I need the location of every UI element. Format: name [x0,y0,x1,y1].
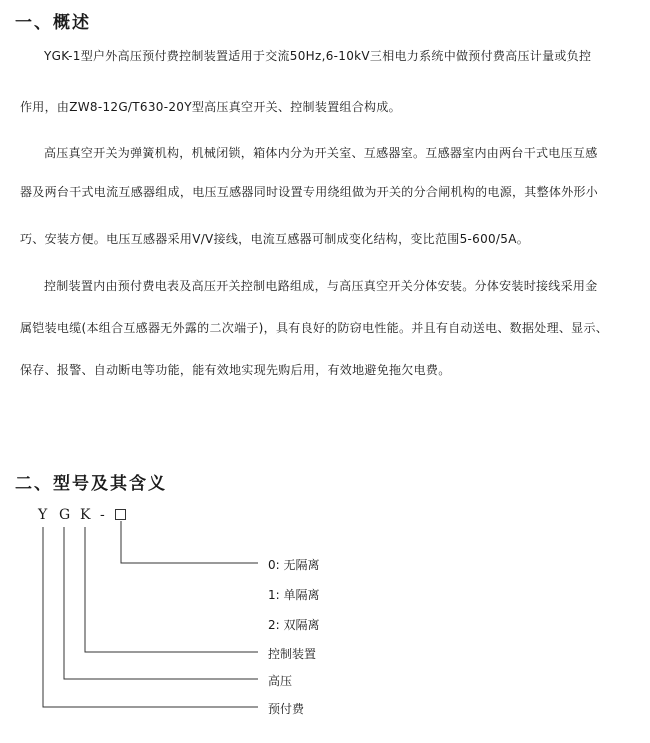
leader-control-device [85,527,258,652]
code-letter-g: G [59,507,71,523]
overview-line-2: 作用，由ZW8-12G/T630-20Y型高压真空开关、控制装置组合构成。 [20,100,401,114]
overview-line-7: 属铠装电缆(本组合互感器无外露的二次端子)，具有良好的防窃电性能。并且有自动送电、数据处理、显示、 [20,321,609,335]
leader-high-voltage [64,527,258,679]
overview-line-4: 器及两台干式电流互感器组成，电压互感器同时设置专用绕组做为开关的分合闸机构的电源，其整体外形小 [20,185,599,199]
code-letter-y: Y [38,507,48,523]
overview-line-1: YGK-1型户外高压预付费控制装置适用于交流50Hz,6-10kV三相电力系统中做预付费高压计量或负控 [44,49,592,63]
leader-prepaid [43,527,258,707]
label-control-device: 控制装置 [268,647,317,661]
section-heading-model: 二、型号及其含义 [15,474,167,494]
overview-line-6: 控制装置内由预付费电表及高压开关控制电路组成，与高压真空开关分体安装。分体安装时接线采用金 [44,279,598,293]
overview-line-5: 巧、安装方便。电压互感器采用V/V接线，电流互感器可制成变化结构，变比范围5-600/5A。 [20,232,530,246]
label-high-voltage: 高压 [268,674,293,688]
label-prepaid: 预付费 [268,702,305,716]
overview-line-8: 保存、报警、自动断电等功能，能有效地实现先购后用，有效地避免拖欠电费。 [20,363,451,377]
code-letter-k: K [80,507,91,523]
label-option-0: 0: 无隔离 [268,558,320,572]
label-option-2: 2: 双隔离 [268,618,320,632]
label-option-1: 1: 单隔离 [268,588,320,602]
leader-isolation [121,521,258,563]
overview-line-3: 高压真空开关为弹簧机构，机械闭锁，箱体内分为开关室、互感器室。互感器室内由两台干式电压互感 [44,146,598,160]
section-heading-overview: 一、概述 [15,13,91,33]
code-dash: - [100,507,105,523]
